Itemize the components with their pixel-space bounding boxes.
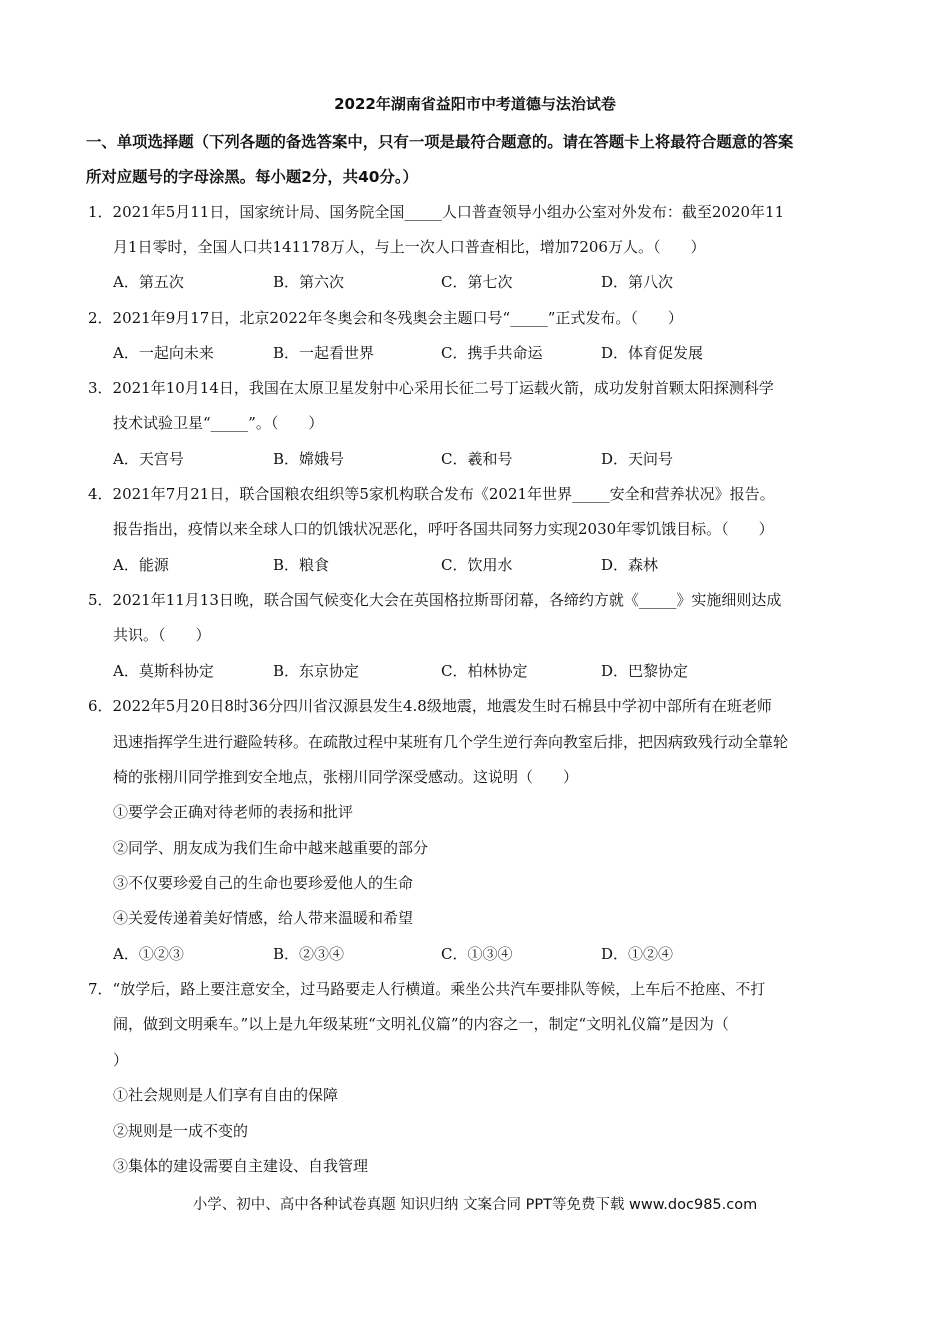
- option-d: D．第八次: [601, 273, 674, 291]
- option-a: A．莫斯科协定: [113, 662, 214, 680]
- option-a: A．一起向未来: [113, 344, 214, 362]
- option-c: C．柏林协定: [441, 662, 528, 680]
- option-c: C．饮用水: [441, 556, 513, 574]
- section-heading-line-2: 所对应题号的字母涂黑。每小题2分，共40分。）: [86, 168, 418, 186]
- question-text: 技术试验卫星“_____”。（ ）: [113, 414, 324, 432]
- question-text: 闹，做到文明乘车。”以上是九年级某班“文明礼仪篇”的内容之一，制定“文明礼仪篇”是因为（: [113, 1015, 729, 1033]
- statement-item: ①社会规则是人们享有自由的保障: [113, 1086, 339, 1104]
- option-b: B．第六次: [273, 273, 345, 291]
- section-heading-line-1: 一、单项选择题（下列各题的备选答案中，只有一项是最符合题意的。请在答题卡上将最符合题意的答案: [86, 133, 794, 151]
- statement-item: ①要学会正确对待老师的表扬和批评: [113, 803, 354, 821]
- option-d: D．体育促发展: [601, 344, 704, 362]
- page-footer: 小学、初中、高中各种试卷真题 知识归纳 文案合同 PPT等免费下载 www.doc985.com: [192, 1197, 758, 1213]
- question-text: 4．2021年7月21日，联合国粮农组织等5家机构联合发布《2021年世界_____安全和营养状况》报告。: [88, 485, 775, 503]
- question-text: 迅速指挥学生进行避险转移。在疏散过程中某班有几个学生逆行奔向教室后排，把因病致残行动全靠轮: [113, 733, 789, 751]
- option-a: A．①②③: [113, 945, 184, 963]
- option-c: C．①③④: [441, 945, 513, 963]
- option-a: A．能源: [113, 556, 169, 574]
- option-a: A．天宫号: [113, 450, 184, 468]
- option-b: B．嫦娥号: [273, 450, 345, 468]
- question-text: 2．2021年9月17日，北京2022年冬奥会和冬残奥会主题口号“_____”正式发布。（ ）: [88, 309, 683, 327]
- question-text: 3．2021年10月14日，我国在太原卫星发射中心采用长征二号丁运载火箭，成功发射首颗太阳探测科学: [88, 379, 774, 397]
- question-text: ）: [113, 1051, 129, 1069]
- question-text: 1．2021年5月11日，国家统计局、国务院全国_____人口普查领导小组办公室对外发布：截至2020年11: [88, 203, 785, 221]
- option-b: B．粮食: [273, 556, 330, 574]
- option-c: C．第七次: [441, 273, 513, 291]
- question-text: 报告指出，疫情以来全球人口的饥饿状况恶化，呼吁各国共同努力实现2030年零饥饿目标。（ ）: [113, 520, 774, 538]
- page-title: 2022年湖南省益阳市中考道德与法治试卷: [334, 95, 616, 113]
- statement-item: ②同学、朋友成为我们生命中越来越重要的部分: [113, 839, 429, 857]
- question-text: 月1日零时，全国人口共141178万人，与上一次人口普查相比，增加7206万人。（ ）: [113, 238, 706, 256]
- option-d: D．天问号: [601, 450, 674, 468]
- question-text: 椅的张栩川同学推到安全地点，张栩川同学深受感动。这说明（ ）: [113, 768, 579, 786]
- statement-item: ②规则是一成不变的: [113, 1122, 249, 1140]
- statement-item: ④关爱传递着美好情感，给人带来温暖和希望: [113, 909, 414, 927]
- option-c: C．羲和号: [441, 450, 513, 468]
- option-b: B．一起看世界: [273, 344, 375, 362]
- option-d: D．森林: [601, 556, 659, 574]
- option-d: D．①②④: [601, 945, 674, 963]
- option-b: B．东京协定: [273, 662, 360, 680]
- statement-item: ③不仅要珍爱自己的生命也要珍爱他人的生命: [113, 874, 414, 892]
- question-text: 5．2021年11月13日晚，联合国气候变化大会在英国格拉斯哥闭幕，各缔约方就《_____》实施细则达成: [88, 591, 782, 609]
- question-text: 6．2022年5月20日8时36分四川省汉源县发生4.8级地震，地震发生时石棉县中学初中部所有在班老师: [88, 697, 772, 715]
- option-c: C．携手共命运: [441, 344, 543, 362]
- question-text: 共识。（ ）: [113, 626, 211, 644]
- option-b: B．②③④: [273, 945, 345, 963]
- statement-item: ③集体的建设需要自主建设、自我管理: [113, 1157, 369, 1175]
- option-a: A．第五次: [113, 273, 184, 291]
- question-text: 7．“放学后，路上要注意安全，过马路要走人行横道。乘坐公共汽车要排队等候，上车后不抢座、不打: [88, 980, 766, 998]
- option-d: D．巴黎协定: [601, 662, 689, 680]
